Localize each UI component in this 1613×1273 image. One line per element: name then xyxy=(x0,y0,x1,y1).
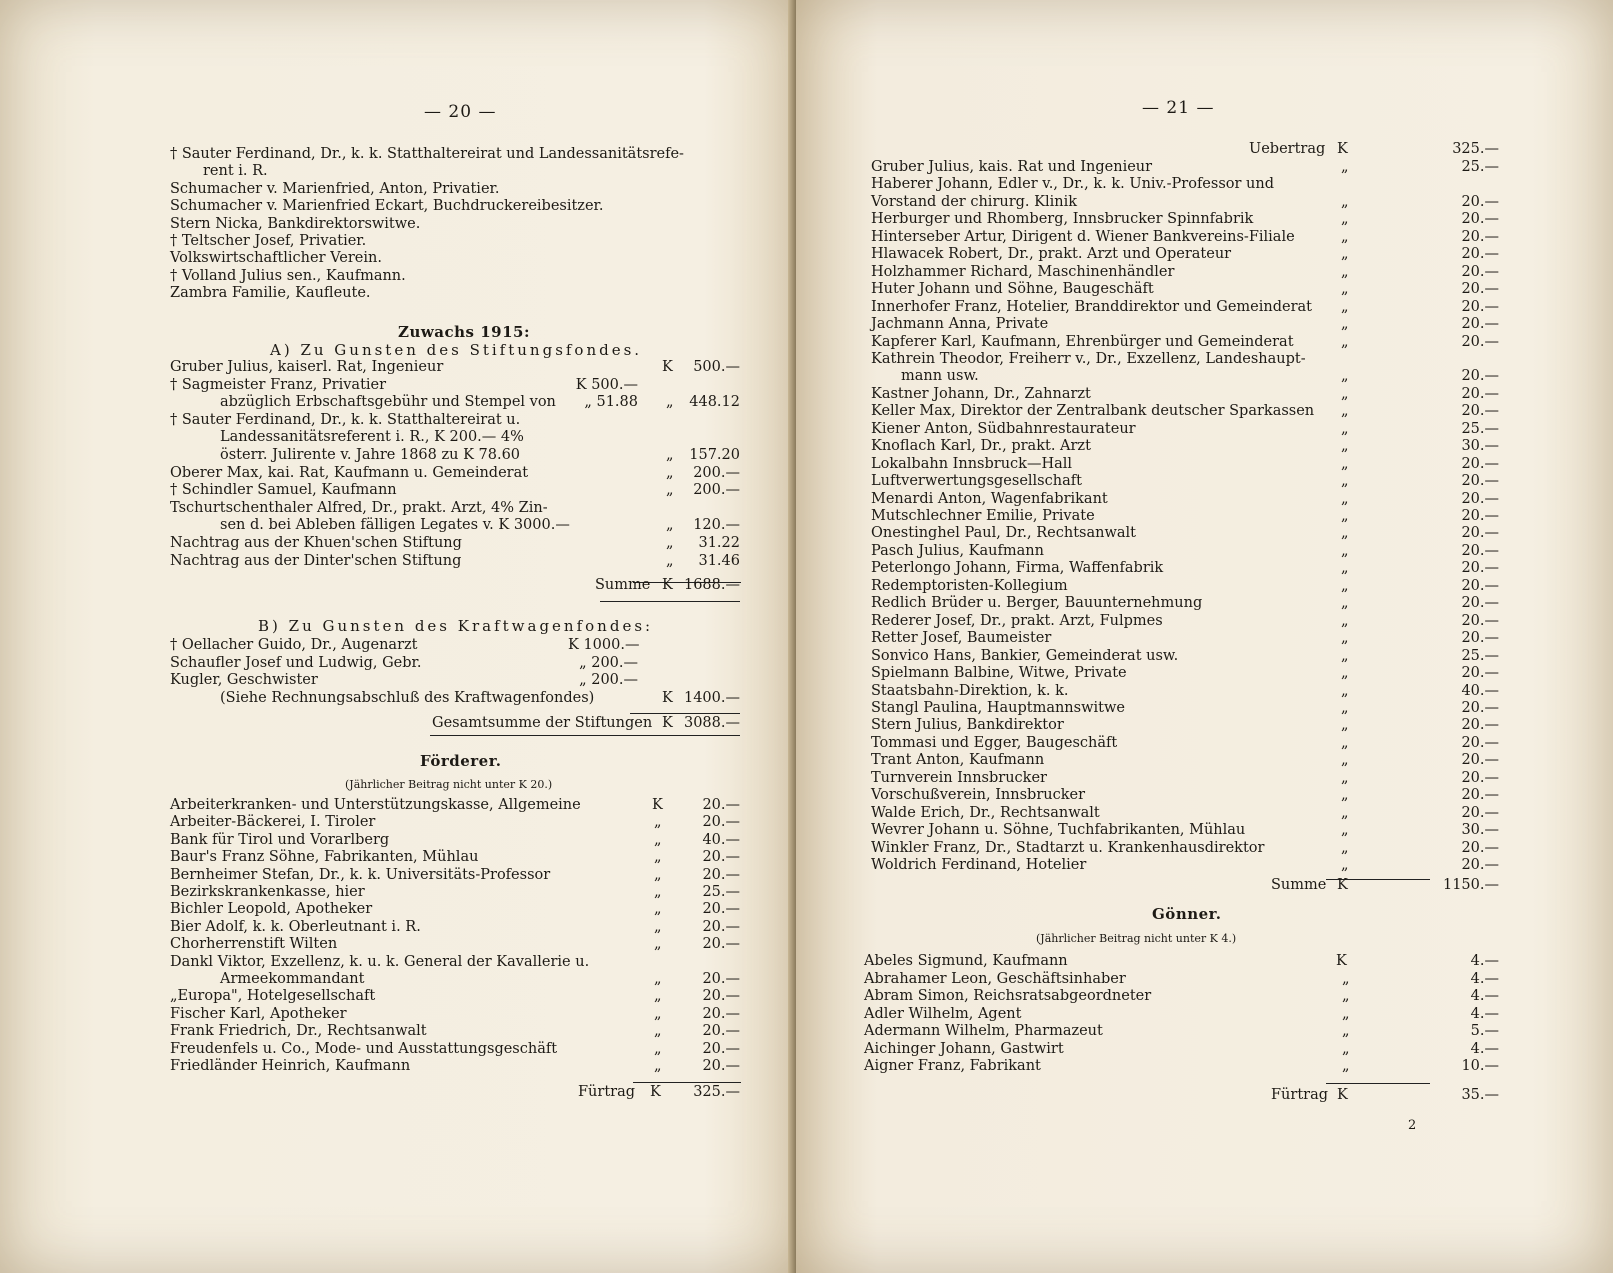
ditto-mark: „ xyxy=(1341,298,1349,315)
amount: 20.— xyxy=(1461,333,1499,350)
entry-text: Adermann Wilhelm, Pharmazeut xyxy=(864,1023,1103,1039)
amount: 157.20 xyxy=(689,447,740,463)
entry-text: Hlawacek Robert, Dr., prakt. Arzt und Operateur xyxy=(871,246,1232,263)
ditto-mark: „ xyxy=(666,517,674,534)
amount: 20.— xyxy=(1461,630,1499,647)
goenner-note: (Jährlicher Beitrag nicht unter K 4.) xyxy=(1036,932,1237,945)
entry-text: (Siehe Rechnungsabschluß des Kraftwagenfondes) xyxy=(220,689,595,706)
ditto-mark: „ xyxy=(1341,281,1349,298)
ditto-mark: „ xyxy=(1341,560,1349,577)
entry-text: Bank für Tirol und Vorarlberg xyxy=(170,831,390,848)
amount: 20.— xyxy=(1461,473,1499,490)
amount: 20.— xyxy=(1461,281,1499,298)
section-b-title: B) Zu Gunsten des Kraftwagenfondes: xyxy=(258,617,654,635)
amount: 4.— xyxy=(1470,988,1499,1004)
ditto-mark: „ xyxy=(1341,787,1349,804)
entry-text: Aichinger Johann, Gastwirt xyxy=(864,1040,1064,1057)
entry-text: † Teltscher Josef, Privatier. xyxy=(170,233,367,249)
entry-text: Wevrer Johann u. Söhne, Tuchfabrikanten, Mühlau xyxy=(871,822,1246,839)
amount: 25.— xyxy=(1461,647,1499,664)
ditto-mark: „ xyxy=(1341,699,1349,716)
ditto-mark: „ xyxy=(1341,804,1349,821)
currency: K xyxy=(1336,953,1347,969)
amount: 20.— xyxy=(1461,699,1499,716)
ditto-mark: „ xyxy=(666,394,674,411)
entry-text: Arbeiterkranken- und Unterstützungskasse, Allgemeine xyxy=(170,797,581,813)
amount: 31.46 xyxy=(698,552,740,569)
amount: 20.— xyxy=(702,1023,740,1040)
entry-text: Friedländer Heinrich, Kaufmann xyxy=(170,1058,411,1074)
entry-text: abzüglich Erbschaftsgebühr und Stempel von xyxy=(220,394,556,411)
rule xyxy=(633,1082,741,1083)
entry-text: Stern Nicka, Bankdirektorswitwe. xyxy=(170,215,421,232)
section-a-title: A) Zu Gunsten des Stiftungsfondes. xyxy=(270,341,643,359)
page-number: — 20 — xyxy=(424,102,497,122)
amount: 20.— xyxy=(702,1005,740,1022)
ditto-mark: „ xyxy=(654,971,662,987)
ditto-mark: „ xyxy=(1341,420,1349,437)
amount: 325.— xyxy=(693,1084,740,1100)
amount: 20.— xyxy=(1461,787,1499,804)
currency: K xyxy=(662,715,673,731)
entry-text: Schumacher v. Marienfried, Anton, Privatier. xyxy=(170,180,500,197)
entry-text: Nachtrag aus der Khuen'schen Stiftung xyxy=(170,535,462,551)
ditto-mark: „ xyxy=(1341,665,1349,682)
ditto-mark: „ xyxy=(666,552,674,569)
amount: 20.— xyxy=(702,971,740,987)
ditto-mark: „ xyxy=(654,1005,662,1022)
entry-text: „Europa", Hotelgesellschaft xyxy=(170,988,376,1005)
ditto-mark: „ xyxy=(1341,228,1349,245)
ditto-mark: „ xyxy=(1341,316,1349,333)
amount: 4.— xyxy=(1470,1040,1499,1057)
entry-text: Herburger und Rhomberg, Innsbrucker Spinnfabrik xyxy=(871,211,1254,228)
entry-text: Baur's Franz Söhne, Fabrikanten, Mühlau xyxy=(170,849,479,866)
entry-text: Abrahamer Leon, Geschäftsinhaber xyxy=(864,970,1126,987)
amount: 40.— xyxy=(1461,682,1499,699)
entry-text: Armeekommandant xyxy=(220,971,365,987)
amount: 20.— xyxy=(702,1040,740,1057)
entry-text: † Sauter Ferdinand, Dr., k. k. Statthaltereirat und Landessanitätsrefe- xyxy=(170,146,684,162)
entry-text: Sonvico Hans, Bankier, Gemeinderat usw. xyxy=(871,647,1179,664)
entry-text: Gruber Julius, kais. Rat und Ingenieur xyxy=(871,159,1153,175)
total-label: Fürtrag xyxy=(1271,1087,1329,1103)
ditto-mark: „ xyxy=(1341,822,1349,839)
amount: 20.— xyxy=(1461,228,1499,245)
ditto-mark: „ xyxy=(1341,333,1349,350)
amount: 5.— xyxy=(1470,1023,1499,1039)
amount: 20.— xyxy=(702,936,740,953)
right-page xyxy=(796,0,1613,1273)
ditto-mark: „ xyxy=(1341,647,1349,664)
ditto-mark: „ xyxy=(1342,1040,1350,1057)
ditto-mark: „ xyxy=(1341,159,1349,175)
entry-text: Nachtrag aus der Dinter'schen Stiftung xyxy=(170,552,462,569)
ditto-mark: „ xyxy=(654,814,662,831)
entry-text: Landessanitätsreferent i. R., K 200.— 4% xyxy=(220,429,524,446)
entry-text: Kastner Johann, Dr., Zahnarzt xyxy=(871,385,1091,402)
ditto-mark: „ xyxy=(1341,839,1349,856)
total-label: Fürtrag xyxy=(578,1084,636,1100)
entry-text: Arbeiter-Bäckerei, I. Tiroler xyxy=(170,814,376,831)
entry-text: Trant Anton, Kaufmann xyxy=(871,752,1045,769)
amount: 20.— xyxy=(1461,246,1499,263)
subtotal: K 1000.— xyxy=(568,637,640,653)
ditto-mark: „ xyxy=(1341,752,1349,769)
foerderer-note: (Jährlicher Beitrag nicht unter K 20.) xyxy=(345,778,553,791)
amount: 20.— xyxy=(1461,717,1499,734)
entry-text: Menardi Anton, Wagenfabrikant xyxy=(871,490,1108,507)
entry-text: Pasch Julius, Kaufmann xyxy=(871,542,1044,559)
entry-text: Chorherrenstift Wilten xyxy=(170,936,338,953)
entry-text: Redlich Brüder u. Berger, Bauunternehmung xyxy=(871,595,1203,612)
entry-text: Jachmann Anna, Private xyxy=(871,316,1049,333)
entry-text: Lokalbahn Innsbruck—Hall xyxy=(871,455,1073,472)
entry-text: Aigner Franz, Fabrikant xyxy=(864,1058,1041,1074)
amount: 1400.— xyxy=(683,689,740,706)
amount: 10.— xyxy=(1461,1058,1499,1074)
entry-text: † Sagmeister Franz, Privatier xyxy=(170,376,387,393)
entry-text: Kugler, Geschwister xyxy=(170,672,318,689)
ditto-mark: „ xyxy=(1341,246,1349,263)
entry-text: Keller Max, Direktor der Zentralbank deutscher Sparkassen xyxy=(871,403,1315,420)
ditto-mark: „ xyxy=(654,831,662,848)
entry-text: Gruber Julius, kaiserl. Rat, Ingenieur xyxy=(170,359,444,375)
ditto-mark: „ xyxy=(1341,193,1349,210)
amount: 31.22 xyxy=(698,535,740,551)
amount: 20.— xyxy=(1461,612,1499,629)
entry-text: Peterlongo Johann, Firma, Waffenfabrik xyxy=(871,560,1164,577)
amount: 20.— xyxy=(1461,211,1499,228)
ditto-mark: „ xyxy=(1341,857,1349,873)
amount: 20.— xyxy=(1461,385,1499,402)
entry-text: Staatsbahn-Direktion, k. k. xyxy=(871,682,1069,699)
ditto-mark: „ xyxy=(1341,263,1349,280)
ditto-mark: „ xyxy=(1342,1058,1350,1074)
amount: 40.— xyxy=(702,831,740,848)
ditto-mark: „ xyxy=(1341,473,1349,490)
currency: K xyxy=(662,577,673,593)
entry-text: Bier Adolf, k. k. Oberleutnant i. R. xyxy=(170,918,421,935)
entry-text: Zambra Familie, Kaufleute. xyxy=(170,285,371,302)
entry-text: Stangl Paulina, Hauptmannswitwe xyxy=(871,699,1125,716)
amount: 500.— xyxy=(693,359,740,375)
amount: 20.— xyxy=(1461,577,1499,594)
amount: 20.— xyxy=(702,1058,740,1074)
entry-text: Luftverwertungsgesellschaft xyxy=(871,473,1082,490)
entry-text: Turnverein Innsbrucker xyxy=(871,769,1047,786)
amount: 20.— xyxy=(1461,490,1499,507)
entry-text: Schumacher v. Marienfried Eckart, Buchdruckereibesitzer. xyxy=(170,198,604,215)
ditto-mark: „ xyxy=(654,918,662,935)
ditto-mark: „ xyxy=(666,464,674,481)
amount: 20.— xyxy=(1461,193,1499,210)
amount: 1688.— xyxy=(683,577,740,593)
ditto-mark: „ xyxy=(1342,988,1350,1004)
currency: K xyxy=(1337,877,1348,893)
ditto-mark: „ xyxy=(1341,403,1349,420)
entry-text: Kapferer Karl, Kaufmann, Ehrenbürger und Gemeinderat xyxy=(871,333,1294,350)
amount: 200.— xyxy=(693,464,740,481)
entry-text: Abram Simon, Reichsratsabgeordneter xyxy=(864,988,1152,1004)
ditto-mark: „ xyxy=(1341,769,1349,786)
entry-text: † Schindler Samuel, Kaufmann xyxy=(170,482,397,499)
amount: 4.— xyxy=(1470,970,1499,987)
subtotal: K 500.— xyxy=(575,376,638,393)
entry-text: Tschurtschenthaler Alfred, Dr., prakt. Arzt, 4% Zin- xyxy=(170,499,548,516)
ditto-mark: „ xyxy=(654,849,662,866)
entry-text: Frank Friedrich, Dr., Rechtsanwalt xyxy=(170,1023,427,1040)
ditto-mark: „ xyxy=(1341,612,1349,629)
total-label: Summe xyxy=(1271,877,1327,893)
entry-text: Bezirkskrankenkasse, hier xyxy=(170,884,365,900)
amount: 20.— xyxy=(1461,857,1499,873)
entry-text: Oberer Max, kai. Rat, Kaufmann u. Gemeinderat xyxy=(170,464,529,481)
amount: 20.— xyxy=(702,866,740,883)
currency: K xyxy=(662,689,673,706)
amount: 20.— xyxy=(1461,525,1499,542)
left-page xyxy=(0,0,800,1273)
ditto-mark: „ xyxy=(654,1023,662,1040)
total-label: Uebertrag xyxy=(1249,141,1326,157)
entry-text: österr. Julirente v. Jahre 1868 zu K 78.60 xyxy=(220,447,521,463)
entry-text: Abeles Sigmund, Kaufmann xyxy=(864,953,1068,969)
amount: 20.— xyxy=(1461,734,1499,751)
entry-text: Rederer Josef, Dr., prakt. Arzt, Fulpmes xyxy=(871,612,1163,629)
ditto-mark: „ xyxy=(1341,734,1349,751)
entry-text: Spielmann Balbine, Witwe, Private xyxy=(871,665,1127,682)
rule xyxy=(430,735,740,736)
ditto-mark: „ xyxy=(1341,368,1349,385)
total-label: Gesamtsumme der Stiftungen xyxy=(432,715,653,731)
ditto-mark: „ xyxy=(1341,508,1349,524)
signature-mark: 2 xyxy=(1408,1118,1417,1133)
amount: 20.— xyxy=(702,814,740,831)
page-number: — 21 — xyxy=(1142,98,1215,118)
amount: 20.— xyxy=(1461,752,1499,769)
amount: 120.— xyxy=(693,517,740,534)
entry-text: Adler Wilhelm, Agent xyxy=(864,1005,1022,1022)
amount: 30.— xyxy=(1461,822,1499,839)
ditto-mark: „ xyxy=(1341,385,1349,402)
entry-text: Vorstand der chirurg. Klinik xyxy=(871,193,1078,210)
ditto-mark: „ xyxy=(1341,455,1349,472)
amount: 20.— xyxy=(1461,665,1499,682)
entry-text: Innerhofer Franz, Hotelier, Branddirektor und Gemeinderat xyxy=(871,298,1312,315)
rule xyxy=(630,713,740,714)
ditto-mark: „ xyxy=(654,1040,662,1057)
amount: 25.— xyxy=(1461,420,1499,437)
entry-text: Woldrich Ferdinand, Hotelier xyxy=(871,857,1087,873)
amount: 20.— xyxy=(1461,316,1499,333)
ditto-mark: „ xyxy=(654,988,662,1005)
amount: 448.12 xyxy=(689,394,740,411)
amount: 30.— xyxy=(1461,438,1499,455)
currency: K xyxy=(652,797,663,813)
amount: 20.— xyxy=(1461,804,1499,821)
entry-text: Bichler Leopold, Apotheker xyxy=(170,901,373,918)
entry-text: Fischer Karl, Apotheker xyxy=(170,1005,347,1022)
amount: 20.— xyxy=(1461,839,1499,856)
entry-text: Knoflach Karl, Dr., prakt. Arzt xyxy=(871,438,1091,455)
ditto-mark: „ xyxy=(1341,577,1349,594)
entry-text: Retter Josef, Baumeister xyxy=(871,630,1052,647)
entry-text: † Oellacher Guido, Dr., Augenarzt xyxy=(170,637,418,653)
entry-text: † Sauter Ferdinand, Dr., k. k. Statthaltereirat u. xyxy=(170,411,521,428)
amount: 20.— xyxy=(1461,403,1499,420)
amount: 1150.— xyxy=(1442,877,1499,893)
entry-text: Haberer Johann, Edler v., Dr., k. k. Univ.-Professor und xyxy=(871,176,1275,193)
amount: 20.— xyxy=(1461,542,1499,559)
entry-text: Hinterseber Artur, Dirigent d. Wiener Bankvereins-Filiale xyxy=(871,228,1295,245)
ditto-mark: „ xyxy=(666,447,674,463)
amount: 20.— xyxy=(1461,769,1499,786)
entry-text: Bernheimer Stefan, Dr., k. k. Universitäts-Professor xyxy=(170,866,551,883)
amount: 20.— xyxy=(1461,560,1499,577)
ditto-mark: „ xyxy=(1341,630,1349,647)
ditto-mark: „ xyxy=(654,866,662,883)
ditto-mark: „ xyxy=(654,884,662,900)
entry-text: Stern Julius, Bankdirektor xyxy=(871,717,1064,734)
entry-text: Holzhammer Richard, Maschinenhändler xyxy=(871,263,1175,280)
ditto-mark: „ xyxy=(654,1058,662,1074)
ditto-mark: „ xyxy=(1341,542,1349,559)
zuwachs-title: Zuwachs 1915: xyxy=(398,323,530,341)
entry-text: † Volland Julius sen., Kaufmann. xyxy=(170,267,406,284)
amount: 4.— xyxy=(1470,1005,1499,1022)
goenner-title: Gönner. xyxy=(1152,905,1222,923)
foerderer-title: Förderer. xyxy=(420,752,502,770)
amount: 20.— xyxy=(702,901,740,918)
amount: 325.— xyxy=(1452,141,1499,157)
ditto-mark: „ xyxy=(1342,1005,1350,1022)
entry-text: Volkswirtschaftlicher Verein. xyxy=(170,250,382,267)
rule xyxy=(600,601,740,602)
entry-text: Schaufler Josef und Ludwig, Gebr. xyxy=(170,654,422,671)
amount: 20.— xyxy=(702,918,740,935)
entry-text: rent i. R. xyxy=(203,163,268,180)
entry-text: sen d. bei Ableben fälligen Legates v. K 3000.— xyxy=(220,517,570,534)
currency: K xyxy=(662,359,673,375)
ditto-mark: „ xyxy=(1341,682,1349,699)
amount: 20.— xyxy=(1461,595,1499,612)
ditto-mark: „ xyxy=(1341,717,1349,734)
ditto-mark: „ xyxy=(1341,211,1349,228)
ditto-mark: „ xyxy=(1341,595,1349,612)
amount: 20.— xyxy=(1461,298,1499,315)
entry-text: Walde Erich, Dr., Rechtsanwalt xyxy=(871,804,1100,821)
currency: K xyxy=(1337,1087,1348,1103)
entry-text: Kiener Anton, Südbahnrestaurateur xyxy=(871,420,1136,437)
amount: 35.— xyxy=(1461,1087,1499,1103)
entry-text: Dankl Viktor, Exzellenz, k. u. k. General der Kavallerie u. xyxy=(170,953,590,970)
entry-text: Vorschußverein, Innsbrucker xyxy=(871,787,1086,804)
entry-text: Kathrein Theodor, Freiherr v., Dr., Exzellenz, Landeshaupt- xyxy=(871,350,1306,367)
rule xyxy=(1326,1083,1430,1084)
amount: 25.— xyxy=(1461,159,1499,175)
amount: 20.— xyxy=(702,797,740,813)
ditto-mark: „ xyxy=(666,535,674,551)
entry-text: Mutschlechner Emilie, Private xyxy=(871,508,1095,524)
entry-text: Freudenfels u. Co., Mode- und Ausstattungsgeschäft xyxy=(170,1040,558,1057)
ditto-mark: „ xyxy=(1341,490,1349,507)
currency: K xyxy=(650,1084,661,1100)
subtotal: „ 200.— xyxy=(579,672,638,689)
ditto-mark: „ xyxy=(1341,438,1349,455)
amount: 20.— xyxy=(702,988,740,1005)
ditto-mark: „ xyxy=(654,936,662,953)
entry-text: Redemptoristen-Kollegium xyxy=(871,577,1068,594)
entry-text: Huter Johann und Söhne, Baugeschäft xyxy=(871,281,1154,298)
amount: 200.— xyxy=(693,482,740,499)
entry-text: Onestinghel Paul, Dr., Rechtsanwalt xyxy=(871,525,1136,542)
ditto-mark: „ xyxy=(666,482,674,499)
amount: 20.— xyxy=(1461,368,1499,385)
amount: 20.— xyxy=(1461,508,1499,524)
currency: K xyxy=(1337,141,1348,157)
ditto-mark: „ xyxy=(1342,1023,1350,1039)
ditto-mark: „ xyxy=(1342,970,1350,987)
total-label: Summe xyxy=(595,577,651,593)
ditto-mark: „ xyxy=(1341,525,1349,542)
subtotal: „ 51.88 xyxy=(584,394,638,411)
amount: 20.— xyxy=(1461,263,1499,280)
entry-text: mann usw. xyxy=(901,368,979,385)
amount: 20.— xyxy=(1461,455,1499,472)
amount: 20.— xyxy=(702,849,740,866)
subtotal: „ 200.— xyxy=(579,654,638,671)
amount: 4.— xyxy=(1470,953,1499,969)
ditto-mark: „ xyxy=(654,901,662,918)
amount: 25.— xyxy=(702,884,740,900)
amount: 3088.— xyxy=(683,715,740,731)
entry-text: Tommasi und Egger, Baugeschäft xyxy=(871,734,1118,751)
entry-text: Winkler Franz, Dr., Stadtarzt u. Krankenhausdirektor xyxy=(871,839,1265,856)
